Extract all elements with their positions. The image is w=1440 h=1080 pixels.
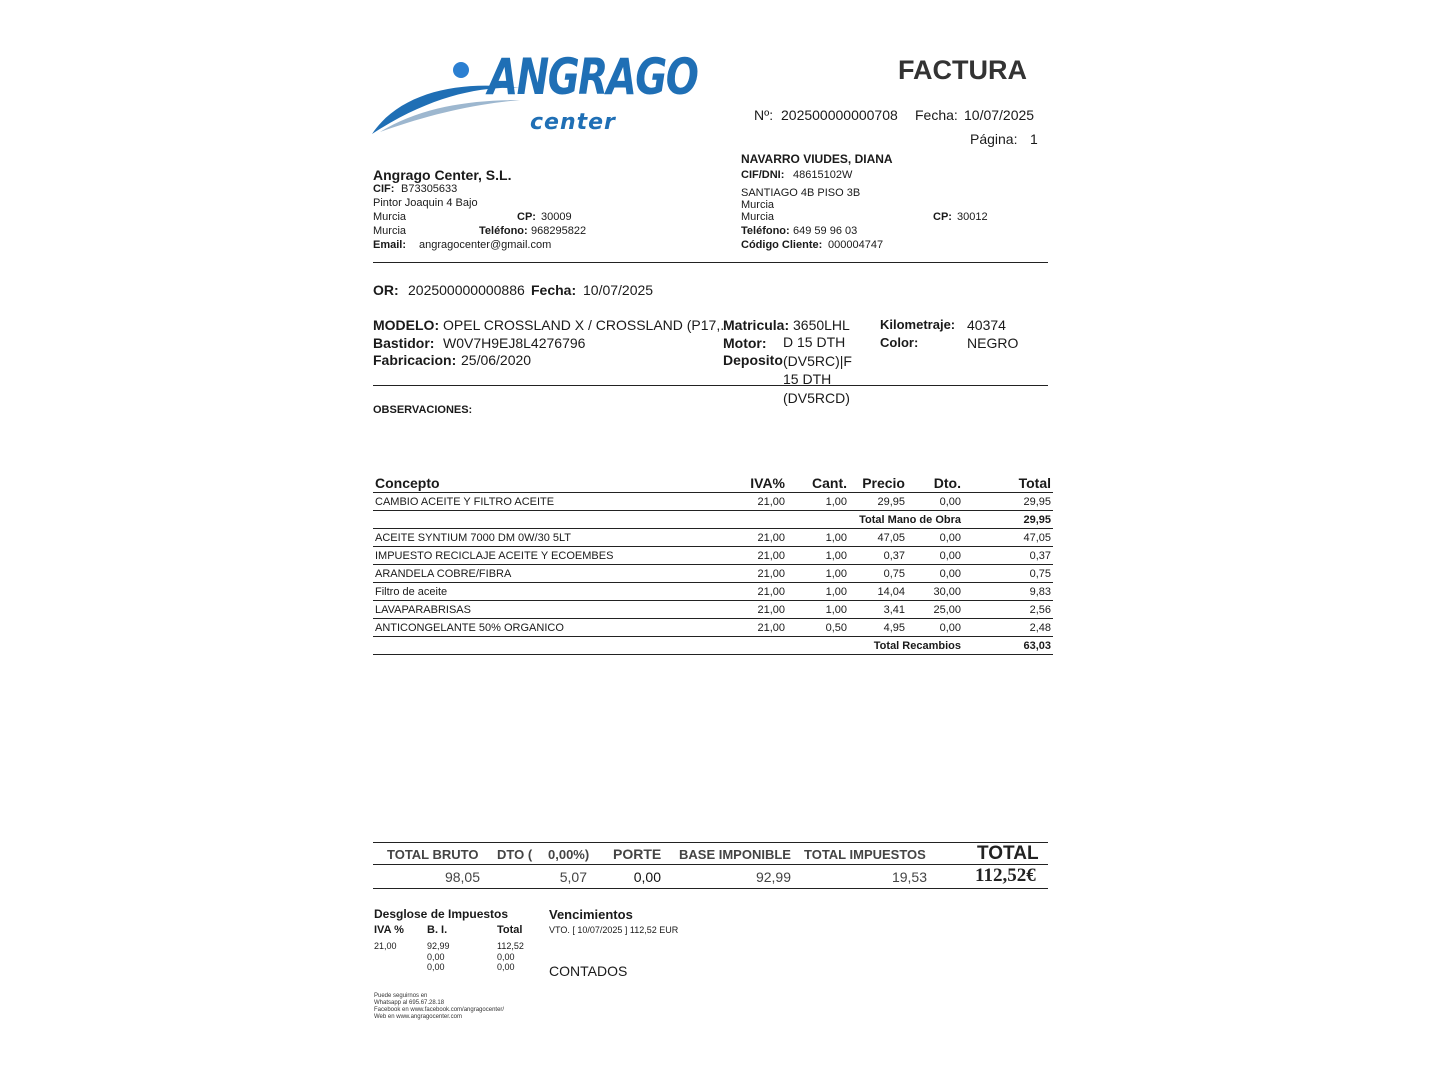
divider [373,842,1048,843]
parts-subtotal-row [373,637,1053,655]
or-date: 10/07/2025 [583,282,654,298]
cell-concepto: ARANDELA COBRE/FIBRA [373,565,723,583]
cell-dto: 30,00 [907,583,963,601]
invoice-number: 202500000000708 [781,107,898,123]
cell-concepto: IMPUESTO RECICLAJE ACEITE Y ECOEMBES [373,547,723,565]
cell-dto: 0,00 [907,565,963,583]
labor-subtotal-value: 29,95 [963,511,1053,529]
col-total: Total [963,472,1053,493]
client-cif-label: CIF/DNI: [741,169,785,181]
company-cif-label: CIF: [373,183,395,195]
cell-iva: 21,00 [723,547,787,565]
cell-concepto: ANTICONGELANTE 50% ORGANICO [373,619,723,637]
company-email: angragocenter@gmail.com [419,239,552,251]
cell-iva: 21,00 [723,529,787,547]
bastidor-label: Bastidor: [373,335,435,351]
cell-total: 2,56 [963,601,1053,619]
parts-subtotal-value: 63,03 [963,637,1053,655]
parts-subtotal-label: Total Recambios [373,637,963,655]
invoice-number-label: Nº: [754,107,774,123]
col-precio: Precio [849,472,907,493]
cell-iva: 21,00 [723,565,787,583]
cell-dto: 0,00 [907,619,963,637]
table-row [373,547,1053,565]
client-phone: 649 59 96 03 [793,225,858,237]
motor-label: Motor: [723,335,767,351]
due-line: VTO. [ 10/07/2025 ] 112,52 EUR [549,925,679,935]
client-code: 000004747 [828,239,884,251]
tax-row-bi: 0,00 [427,952,445,962]
total-impuestos-value: 19,53 [891,869,927,885]
table-row [373,601,1053,619]
grand-total-label: TOTAL [977,843,1039,864]
footer-line: Whatsapp al 695.67.28.18 [374,1000,445,1006]
company-cif: B73305633 [401,183,458,195]
company-address: Pintor Joaquin 4 Bajo [373,197,478,209]
client-province: Murcia [741,211,775,223]
total-impuestos-label: TOTAL IMPUESTOS [804,847,926,862]
cell-total: 9,83 [963,583,1053,601]
company-cp-label: CP: [517,211,536,223]
invoice-date: 10/07/2025 [964,107,1035,123]
client-phone-label: Teléfono: [741,225,790,237]
cell-iva: 21,00 [723,619,787,637]
tax-row-bi: 92,99 [427,941,450,951]
cell-cant: 1,00 [787,565,849,583]
company-name: Angrago Center, S.L. [373,167,512,183]
base-imponible-value: 92,99 [755,869,791,885]
page-label: Página: [970,131,1018,147]
tax-row-total: 112,52 [497,941,524,951]
company-city: Murcia [373,211,407,223]
cell-iva: 21,00 [723,601,787,619]
table-row [373,529,1053,547]
porte-value: 0,00 [633,869,661,885]
cell-concepto: LAVAPARABRISAS [373,601,723,619]
fabricacion-label: Fabricacion: [373,352,457,368]
footer-line: Facebook en www.facebook.com/angragocenter/ [374,1007,505,1013]
base-imponible-label: BASE IMPONIBLE [679,847,791,862]
col-iva: IVA% [723,472,787,493]
divider [373,864,1048,865]
modelo-value: OPEL CROSSLAND X / CROSSLAND (P17,. [443,317,725,333]
client-address: SANTIAGO 4B PISO 3B [741,187,861,199]
fabricacion-value: 25/06/2020 [461,352,532,368]
modelo-label: MODELO: [373,317,440,333]
document-title: FACTURA [898,55,1027,85]
table-row [373,619,1053,637]
divider [373,888,1048,889]
client-cif: 48615102W [793,169,853,181]
cell-cant: 1,00 [787,601,849,619]
cell-cant: 1,00 [787,529,849,547]
tax-row-iva: 21,00 [374,941,397,951]
client-cp-label: CP: [933,211,952,223]
cell-precio: 29,95 [849,493,907,511]
cell-total: 2,48 [963,619,1053,637]
cell-precio: 0,75 [849,565,907,583]
cell-cant: 1,00 [787,493,849,511]
table-row [373,565,1053,583]
cell-dto: 0,00 [907,493,963,511]
tax-row-bi: 0,00 [427,962,445,972]
color-value: NEGRO [967,335,1019,351]
client-city: Murcia [741,199,775,211]
company-logo [370,48,698,142]
tax-col-iva: IVA % [374,924,404,936]
payment-method: CONTADOS [549,963,628,979]
col-cant: Cant. [787,472,849,493]
cell-cant: 1,00 [787,583,849,601]
footer-line: Puede seguirnos en [374,993,428,999]
cell-concepto: Filtro de aceite [373,583,723,601]
dto-value: 5,07 [559,869,587,885]
tax-col-total: Total [497,924,523,936]
cell-dto: 0,00 [907,547,963,565]
footer-line: Web en www.angragocenter.com [374,1014,462,1020]
divider [373,262,1048,263]
km-value: 40374 [967,317,1006,333]
page-number: 1 [1030,131,1038,147]
cell-total: 47,05 [963,529,1053,547]
cell-precio: 14,04 [849,583,907,601]
client-name: NAVARRO VIUDES, DIANA [741,152,893,166]
porte-label: PORTE [613,846,662,862]
color-label: Color: [880,335,919,350]
deposito-value-line3: (DV5RCD) [783,390,850,406]
dto-label: DTO ( [497,847,533,862]
company-province: Murcia [373,225,407,237]
cell-precio: 3,41 [849,601,907,619]
cell-total: 0,37 [963,547,1053,565]
client-code-label: Código Cliente: [741,239,823,251]
observations-label: OBSERVACIONES: [373,404,473,416]
table-row [373,493,1053,511]
or-date-label: Fecha: [531,282,577,298]
logo-subtext: center [530,110,616,135]
matricula-label: Matricula: [723,317,790,333]
dto-percent: 0,00%) [548,847,590,862]
company-email-label: Email: [373,239,407,251]
matricula-value: 3650LHL [793,317,850,333]
cell-iva: 21,00 [723,583,787,601]
deposito-value-line2: 15 DTH [783,371,832,387]
km-label: Kilometraje: [880,317,956,332]
tax-row-total: 0,00 [497,962,515,972]
logo-text: ANGRAGO [488,48,698,106]
cell-cant: 0,50 [787,619,849,637]
table-header-row [373,472,1053,493]
invoice-items-table [373,472,1053,655]
total-bruto-value: 98,05 [444,869,480,885]
client-cp: 30012 [957,211,988,223]
col-dto: Dto. [907,472,963,493]
tax-row-total: 0,00 [497,952,515,962]
cell-concepto: ACEITE SYNTIUM 7000 DM 0W/30 5LT [373,529,723,547]
cell-dto: 25,00 [907,601,963,619]
cell-precio: 4,95 [849,619,907,637]
or-label: OR: [373,282,399,298]
tax-col-bi: B. I. [427,924,448,936]
labor-subtotal-row [373,511,1053,529]
deposito-label: Deposito [723,352,783,368]
labor-subtotal-label: Total Mano de Obra [373,511,963,529]
invoice-date-label: Fecha: [915,107,958,123]
tax-breakdown-title: Desglose de Impuestos [374,907,509,921]
or-number: 202500000000886 [408,282,525,298]
due-title: Vencimientos [549,907,633,922]
cell-dto: 0,00 [907,529,963,547]
cell-concepto: CAMBIO ACEITE Y FILTRO ACEITE [373,493,723,511]
table-row [373,583,1053,601]
bastidor-value: W0V7H9EJ8L4276796 [443,335,586,351]
cell-cant: 1,00 [787,547,849,565]
cell-iva: 21,00 [723,493,787,511]
company-cp: 30009 [541,211,572,223]
cell-total: 29,95 [963,493,1053,511]
company-phone-label: Teléfono: [479,225,528,237]
cell-precio: 47,05 [849,529,907,547]
cell-precio: 0,37 [849,547,907,565]
grand-total-value: 112,52€ [975,865,1036,886]
divider [373,385,1048,386]
cell-total: 0,75 [963,565,1053,583]
company-phone: 968295822 [531,225,587,237]
motor-value: D 15 DTH [783,334,846,350]
col-concepto: Concepto [373,472,723,493]
deposito-value-line1: (DV5RC)|F [783,353,852,369]
total-bruto-label: TOTAL BRUTO [387,847,479,862]
